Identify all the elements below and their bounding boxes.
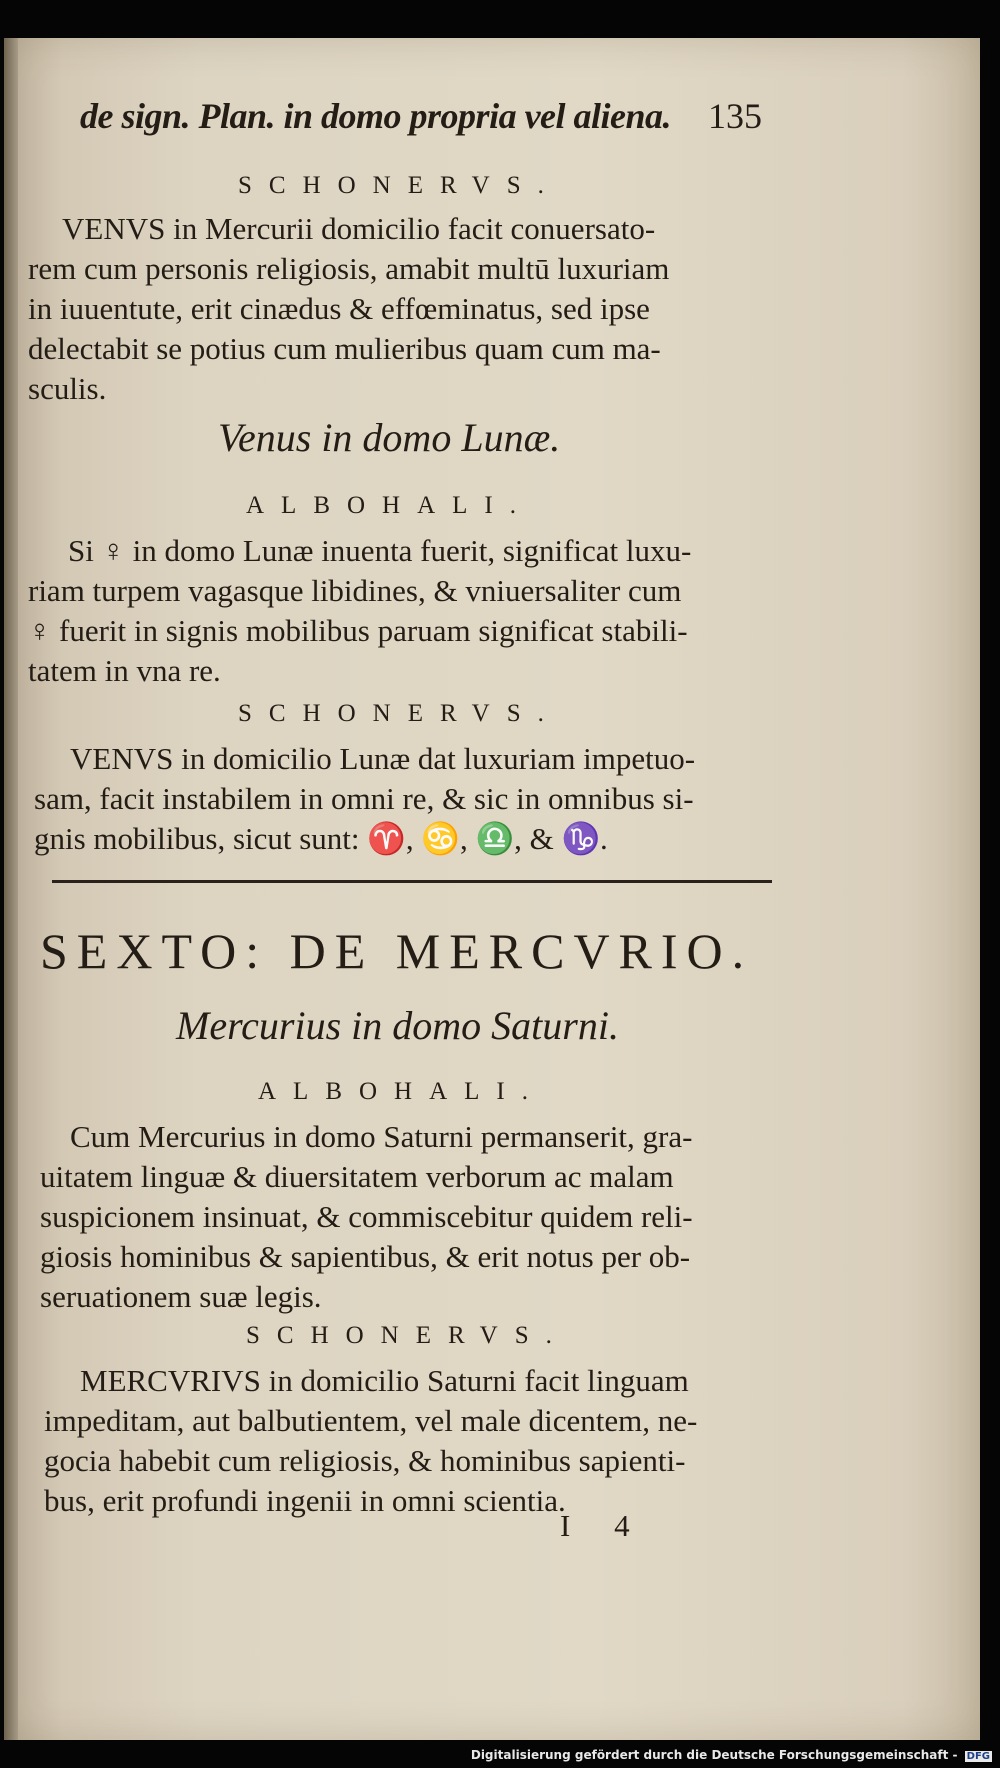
text-line: uitatem linguæ & diuersitatem verborum ac malam (40, 1159, 674, 1194)
text-line: tatem in vna re. (28, 653, 221, 688)
text-line: riam turpem vagasque libidines, & vniuersaliter cum (28, 573, 682, 608)
author-heading: SCHONERVS. (246, 1322, 569, 1349)
author-heading: ALBOHALI. (258, 1078, 546, 1105)
text-line: VENVS in Mercurii domicilio facit conuersato- (62, 211, 656, 246)
text-line: Si ♀ in domo Lunæ inuenta fuerit, significat luxu- (68, 533, 692, 568)
text-line: Cum Mercurius in domo Saturni permanserit, gra- (70, 1119, 693, 1154)
author-heading: ALBOHALI. (246, 492, 534, 519)
text-line: bus, erit profundi ingenii in omni scientia. (44, 1483, 566, 1518)
signature-mark: I 4 (560, 1508, 648, 1543)
credit-text: Digitalisierung gefördert durch die Deutsche Forschungsgemeinschaft - (470, 1748, 958, 1762)
text-line: VENVS in domicilio Lunæ dat luxuriam impetuo- (70, 741, 696, 776)
horizontal-rule (52, 880, 772, 883)
running-title: de sign. Plan. in domo propria vel aliena. (80, 96, 672, 136)
section-title: Mercurius in domo Saturni. (176, 1003, 619, 1048)
text-line: sam, facit instabilem in omni re, & sic in omnibus si- (34, 781, 694, 816)
text-line: in iuuentute, erit cinædus & effœminatus, sed ipse (28, 291, 650, 326)
text-line: giosis hominibus & sapientibus, & erit notus per ob- (40, 1239, 691, 1274)
text-line: sculis. (28, 371, 107, 406)
text-line: delectabit se potius cum mulieribus quam cum ma- (28, 331, 661, 366)
author-heading: SCHONERVS. (238, 700, 561, 727)
text-line: gocia habebit cum religiosis, & hominibus sapienti- (44, 1443, 686, 1478)
text-line: rem cum personis religiosis, amabit multū luxuriam (28, 251, 670, 286)
digitization-credit (471, 1748, 992, 1762)
dfg-logo: DFG (966, 1751, 990, 1762)
page-gutter-edge (4, 38, 18, 1740)
page-number: 135 (708, 96, 762, 136)
section-title: Venus in domo Lunæ. (218, 415, 561, 460)
text-line: ♀ fuerit in signis mobilibus paruam significat stabili- (28, 613, 688, 648)
text-line: seruationem suæ legis. (40, 1279, 322, 1314)
text-line: MERCVRIVS in domicilio Saturni facit linguam (80, 1363, 689, 1398)
text-line: impeditam, aut balbutientem, vel male dicentem, ne- (44, 1403, 698, 1438)
author-heading: SCHONERVS. (238, 172, 561, 199)
text-line: gnis mobilibus, sicut sunt: ♈, ♋, ♎, & ♑. (34, 821, 608, 856)
text-line: suspicionem insinuat, & commiscebitur quidem reli- (40, 1199, 693, 1234)
chapter-heading: SEXTO: DE MERCVRIO. (40, 923, 754, 979)
